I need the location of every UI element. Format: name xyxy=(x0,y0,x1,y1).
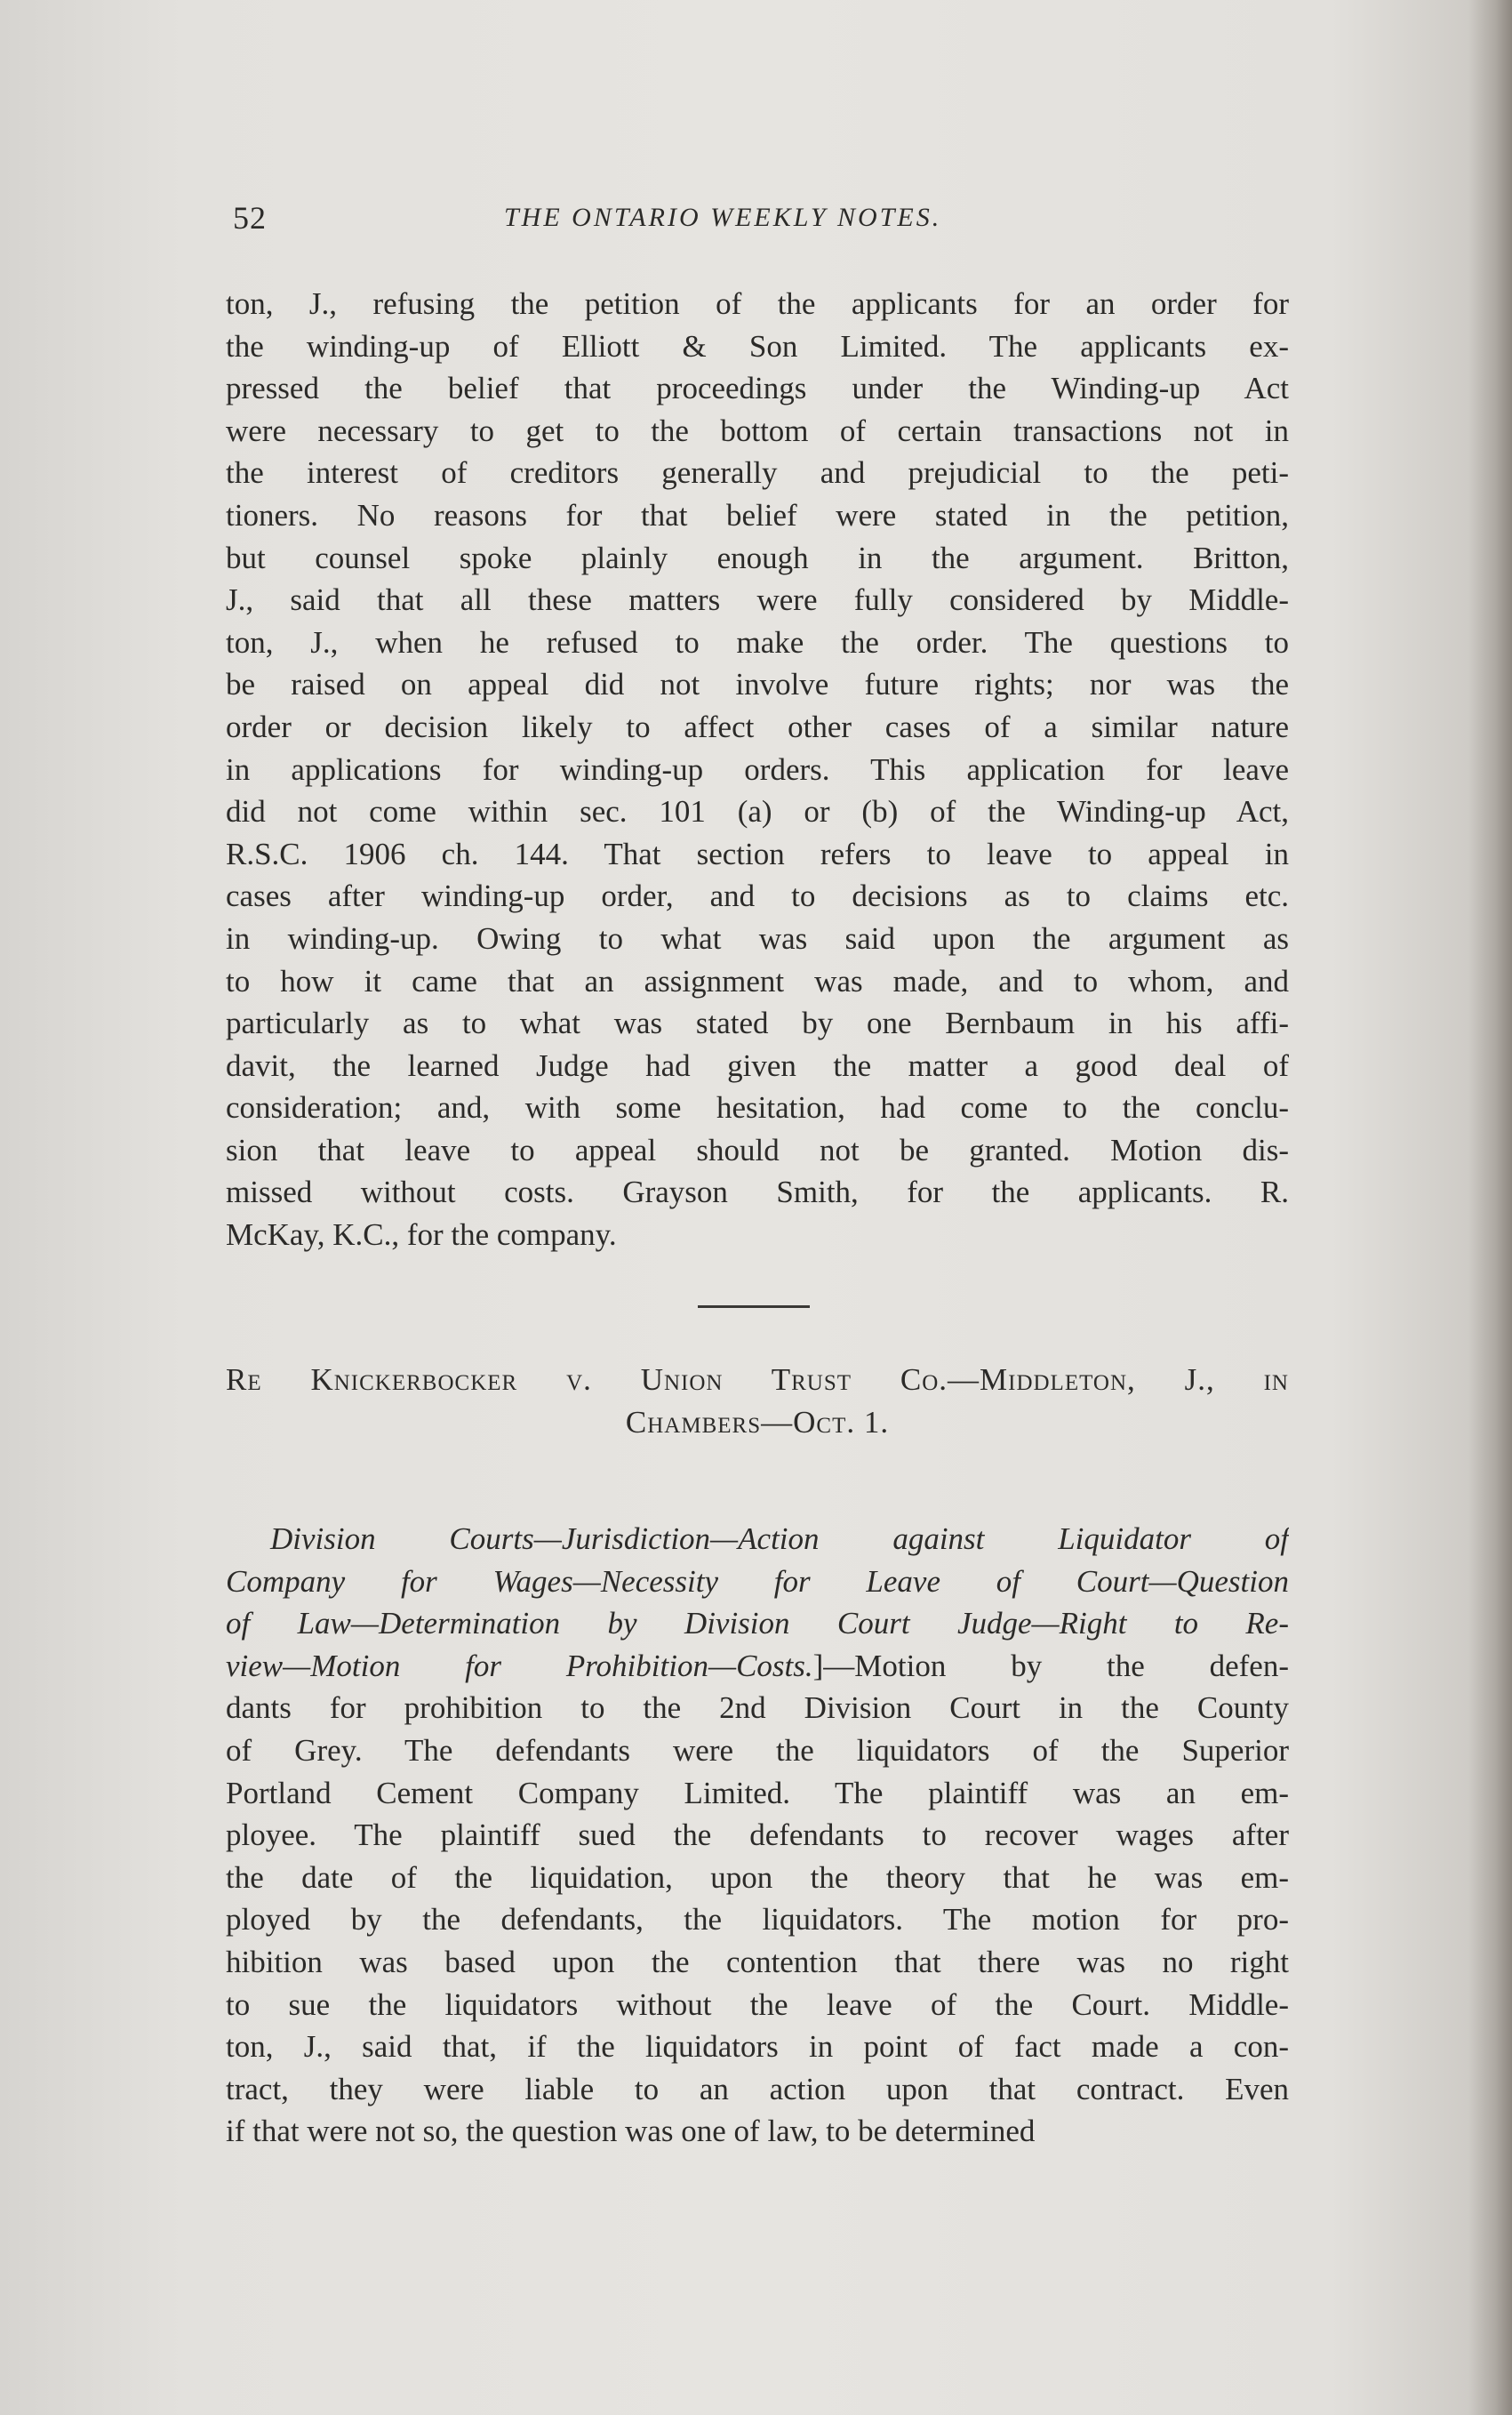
text-line: if that were not so, the question was one of law, to be determined xyxy=(226,2114,1036,2149)
text-line: hibition was based upon the contention that there was no right xyxy=(226,1944,1289,1979)
text-line: the winding-up of Elliott & Son Limited. The applicants ex- xyxy=(226,328,1289,364)
text-line: ployed by the defendants, the liquidators. The motion for pro- xyxy=(226,1902,1289,1938)
headnote-line-mixed xyxy=(226,1645,1289,1688)
section-divider xyxy=(698,1305,810,1308)
text-line: the interest of creditors generally and prejudicial to the peti- xyxy=(226,455,1289,491)
text-line: ployee. The plaintiff sued the defendants to recover wages after xyxy=(226,1817,1289,1853)
text-line: tioners. No reasons for that belief were stated in the petition, xyxy=(226,497,1289,533)
paragraph-2 xyxy=(226,1518,1289,2153)
text-line: missed without costs. Grayson Smith, for the applicants. R. xyxy=(226,1175,1289,1210)
text-line: be raised on appeal did not involve future rights; nor was the xyxy=(226,667,1289,702)
text-line: davit, the learned Judge had given the matter a good deal of xyxy=(226,1047,1289,1083)
headnote-line: of Law—Determination by Division Court Judge—Right to Re- xyxy=(226,1606,1289,1641)
text-line: R.S.C. 1906 ch. 144. That section refers to leave to appeal in xyxy=(226,836,1289,871)
headnote-roman-start: ]—Motion by the defen- xyxy=(812,1648,1289,1683)
paragraph-1 xyxy=(226,283,1289,1256)
text-line: of Grey. The defendants were the liquidators of the Superior xyxy=(226,1732,1289,1768)
headnote-line: Company for Wages—Necessity for Leave of Court—Question xyxy=(226,1563,1289,1599)
case-heading xyxy=(226,1359,1289,1443)
text-line: were necessary to get to the bottom of certain transactions not in xyxy=(226,413,1289,448)
text-line: tract, they were liable to an action upon that contract. Even xyxy=(226,2071,1289,2106)
text-line: ton, J., said that, if the liquidators in point of fact made a con- xyxy=(226,2029,1289,2065)
case-heading-line-1: Re Knickerbocker v. Union Trust Co.—Middleton, J., in xyxy=(226,1362,1289,1397)
text-line: to how it came that an assignment was made, and to whom, and xyxy=(226,963,1289,999)
text-line: the date of the liquidation, upon the theory that he was em- xyxy=(226,1859,1289,1895)
text-line: in applications for winding-up orders. This application for leave xyxy=(226,751,1289,787)
text-line: cases after winding-up order, and to decisions as to claims etc. xyxy=(226,879,1289,914)
text-line: to sue the liquidators without the leave of the Court. Middle- xyxy=(226,1986,1289,2022)
text-line: consideration; and, with some hesitation, had come to the conclu- xyxy=(226,1090,1289,1126)
running-title: THE ONTARIO WEEKLY NOTES. xyxy=(504,203,942,232)
text-line: but counsel spoke plainly enough in the argument. Britton, xyxy=(226,540,1289,575)
text-line: sion that leave to appeal should not be granted. Motion dis- xyxy=(226,1132,1289,1167)
text-line: McKay, K.C., for the company. xyxy=(226,1217,617,1253)
text-line: order or decision likely to affect other cases of a similar nature xyxy=(226,709,1289,744)
text-line: did not come within sec. 101 (a) or (b) of the Winding-up Act, xyxy=(226,794,1289,830)
page-header xyxy=(233,199,1291,244)
text-line: Portland Cement Company Limited. The plaintiff was an em- xyxy=(226,1775,1289,1810)
text-line: ton, J., when he refused to make the order. The questions to xyxy=(226,624,1289,660)
page-gutter-shadow xyxy=(1469,0,1512,2415)
text-line: dants for prohibition to the 2nd Division Court in the County xyxy=(226,1690,1289,1726)
text-line: pressed the belief that proceedings under the Winding-up Act xyxy=(226,371,1289,406)
case-heading-line-2: Chambers—Oct. 1. xyxy=(625,1404,890,1440)
text-line: J., said that all these matters were fully considered by Middle- xyxy=(226,582,1289,618)
page-number: 52 xyxy=(233,200,267,236)
headnote-line: Division Courts—Jurisdiction—Action against Liquidator of xyxy=(270,1521,1289,1556)
text-line: in winding-up. Owing to what was said upon the argument as xyxy=(226,920,1289,956)
text-line: ton, J., refusing the petition of the applicants for an order for xyxy=(226,286,1289,321)
headnote-italic-end: view—Motion for Prohibition—Costs. xyxy=(226,1648,813,1683)
text-line: particularly as to what was stated by one Bernbaum in his affi- xyxy=(226,1006,1289,1041)
